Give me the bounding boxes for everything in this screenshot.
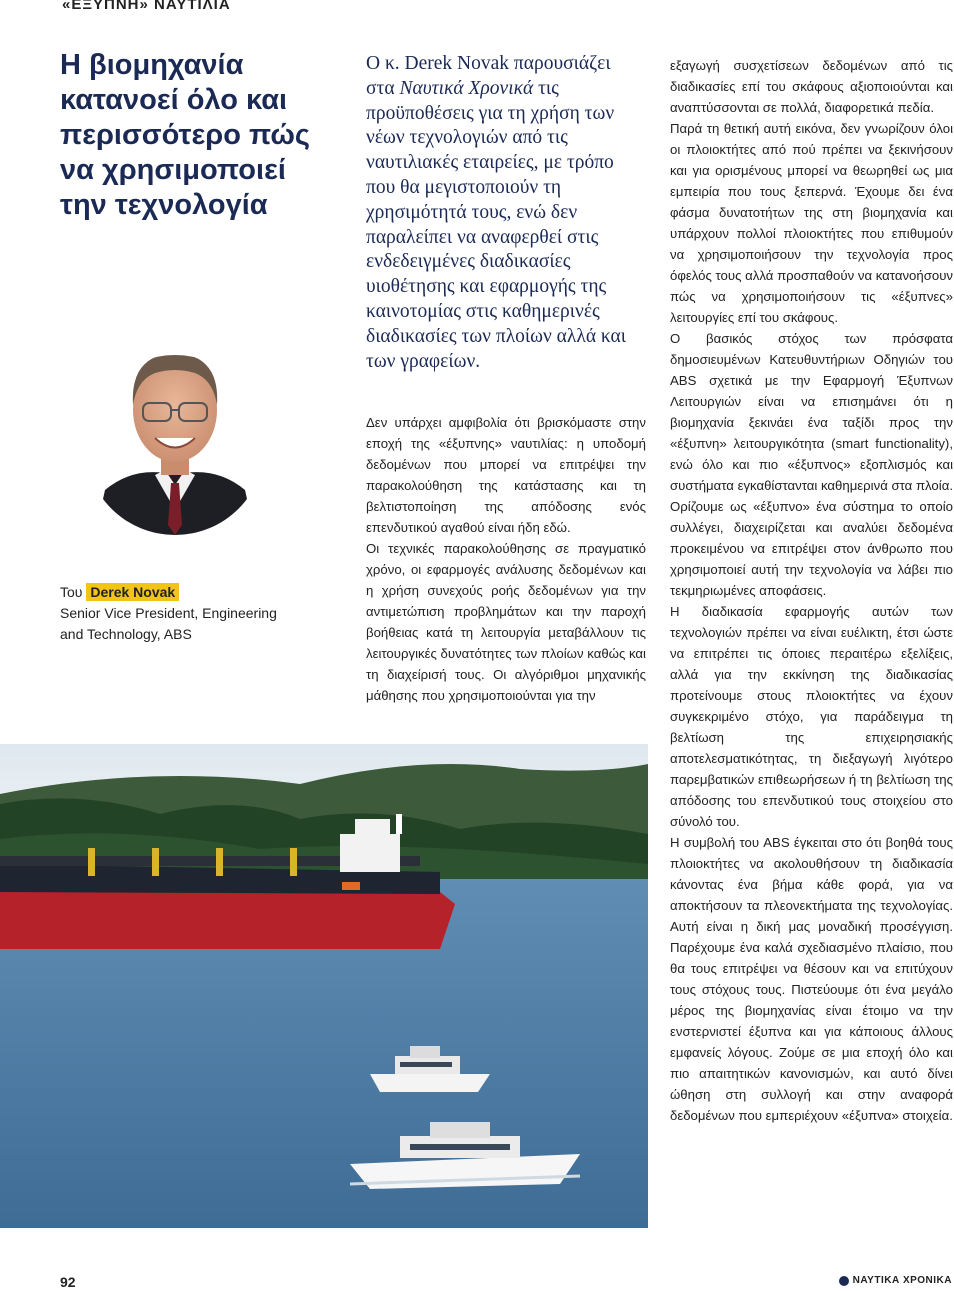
- headline-line: να χρησιμοποιεί: [60, 154, 286, 186]
- body-paragraph: Οι τεχνικές παρακολούθησης σε πραγματικό χρόνο, οι εφαρμογές ανάλυσης δεδομένων και η χρήση συνεχούς ροής δεδομένων για την αντιμετώπιση προβλημάτων και την παροχή βοήθειας κατά τη λειτουργία μεταβάλλουν τις λειτουργικές δυνατότητες των πλοίων καθώς και τη διαχείρισή τους. Οι αλγόριθμοι μηχανικής μάθησης που χρησιμοποιούνται για την: [366, 541, 646, 703]
- headline-line: Η βιομηχανία: [60, 49, 244, 81]
- lead-text: τις προϋποθέσεις για τη χρήση των νέων τεχνολογιών από τις ναυτιλιακές εταιρείες, με τρόπο που θα μεγιστοποιούν τη χρησιμότητά τους, ενώ δεν παραλείπει να αναφερθεί στις ενδεδειγμένες διαδικασίες υιοθέτησης και εφαρμογής της καινοτομίας στις καθημερινές διαδικασίες των πλοίων αλλά και των γραφείων.: [366, 77, 627, 372]
- body-paragraph: Ο βασικός στόχος των πρόσφατα δημοσιευμένων Κατευθυντήριων Οδηγιών του ABS σχετικά με την Εφαρμογή Έξυπνων Λειτουργιών είναι να επισημάνει ότι η βιομηχανία ξεκινάει ένα ταξίδι προς την «έξυπνη» λειτουργικότητα (smart functionality), ενώ όλο και πιο «έξυπνος» εξοπλισμός και συστήματα εγκαθίστανται καθημερινά στα πλοία. Ορίζουμε ως «έξυπνο» ένα σύστημα το οποίο συλλέγει, διαχειρίζεται και αναλύει δεδομένα προκειμένου να επιτρέψει στον άνθρωπο που χρησιμοποιεί αυτή την τεχνολογία να λάβει πιο τεκμηριωμένες αποφάσεις.: [670, 331, 953, 598]
- author-byline: [60, 582, 330, 645]
- magazine-footer-name: ΝΑΥΤΙΚΑ ΧΡΟΝΙΚΑ: [852, 1275, 952, 1286]
- lead-paragraph: [366, 52, 641, 374]
- lead-text: Ο κ. Derek Novak παρουσιάζει στα: [366, 53, 611, 99]
- page-number: 92: [60, 1274, 76, 1290]
- ship-photo: [0, 744, 648, 1228]
- body-paragraph: Η συμβολή του ABS έγκειται στο ότι βοηθά τους πλοιοκτήτες να ακολουθήσουν τη διαδικασία κάνοντας ένα βήμα κάθε φορά, για να αποκτήσουν τα πλεονεκτήματα της τεχνολογίας. Αυτή είναι η δική μας μοναδική προσέγγιση. Παρέχουμε ένα καλά σχεδιασμένο πλαίσιο, που θα τους επιτρέψει να θέσουν και να επιτύχουν τους στόχους τους. Πιστεύουμε ότι ένα μεγάλο μέρος της βιομηχανίας είναι έτοιμο να την ενστερνιστεί έξυπνα και για κάποιους άλλους εμφανείς λόγους. Ζούμε σε μια εποχή όλο και πιο απαιτητικών κανονισμών, και αυτό δίνει ώθηση στη συλλογή και στην αναφορά δεδομένων που εμπεριέχουν «έξυπνα» στοιχεία.: [670, 835, 953, 1123]
- headline-line: την τεχνολογία: [60, 189, 268, 221]
- author-title: Senior Vice President, Engineering: [60, 605, 277, 621]
- body-column-2: [366, 412, 646, 706]
- headline-line: κατανοεί όλο και: [60, 84, 288, 116]
- body-paragraph: Παρά τη θετική αυτή εικόνα, δεν γνωρίζουν όλοι οι πλοιοκτήτες από πού πρέπει να ξεκινήσουν και για ορισμένους μπορεί να θεωρηθεί ως μια εμπειρία που τους ξεπερνά. Έχουμε δει ένα φάσμα δυνατοτήτων της στη βιομηχανία και υπάρχουν πολλοί πλοιοκτήτες που επιθυμούν να χρησιμοποιήσουν την τεχνολογία προς όφελός τους αλλά προσπαθούν να κατανοήσουν πώς να χρησιμοποιήσουν τις «έξυπνες» λειτουργίες επί του σκάφους.: [670, 121, 953, 325]
- magazine-footer: [839, 1275, 952, 1286]
- magazine-name-italic: Ναυτικά Χρονικά: [399, 77, 534, 99]
- headline-line: περισσότερο πώς: [60, 119, 310, 151]
- body-column-3: [670, 55, 953, 1126]
- body-paragraph: Δεν υπάρχει αμφιβολία ότι βρισκόμαστε στην εποχή της «έξυπνης» ναυτιλίας: η υποδομή δεδομένων που μπορεί να επιτρέψει την παρακολούθηση της κατάστασης και τη βελτιστοποίηση της απόδοσης ενός επενδυτικού αγαθού είναι ήδη εδώ.: [366, 415, 646, 535]
- article-headline: [60, 48, 350, 223]
- author-portrait: [85, 325, 265, 535]
- byline-prefix: Του: [60, 584, 83, 600]
- section-label: «ΕΞΥΠΝΗ» ΝΑΥΤΙΛΙΑ: [62, 0, 231, 13]
- body-paragraph: εξαγωγή συσχετίσεων δεδομένων από τις διαδικασίες επί του σκάφους αξιοποιούνται και αναπτύσσονται σε πολλά, διαφορετικά πεδία.: [670, 58, 953, 115]
- author-title: and Technology, ABS: [60, 626, 192, 642]
- body-paragraph: Η διαδικασία εφαρμογής αυτών των τεχνολογιών πρέπει να είναι ευέλικτη, έτσι ώστε να επιτρέπει τις όποιες περαιτέρω εξελίξεις, αλλά για την εκκίνηση της διαδικασίας προτείνουμε στους πλοιοκτήτες να έχουν συγκεκριμένο στόχο, για παράδειγμα τη βελτίωση της επιχειρησιακής αποτελεσματικότητας, τη διεξαγωγή λιγότερο παρεμβατικών επιθεωρήσεων ή τη βελτίωση της απόδοσης του επενδυτικού τους στοιχείου στο σύνολό του.: [670, 604, 953, 829]
- magazine-logo-icon: [839, 1276, 849, 1286]
- author-name: Derek Novak: [86, 583, 179, 601]
